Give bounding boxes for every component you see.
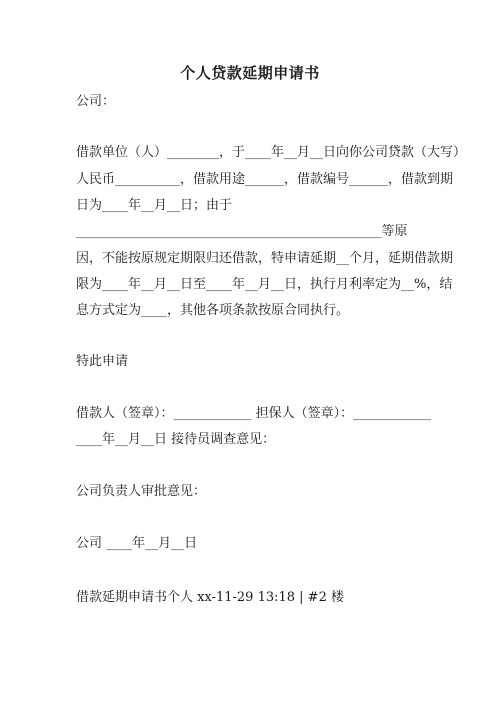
signature-line: 借款人（签章）：____________ 担保人（签章）：____________ bbox=[76, 406, 432, 421]
date-line: ____年__月__日 接待员调查意见： bbox=[76, 432, 276, 447]
salutation: 公司： bbox=[76, 94, 116, 109]
body-line-1: 借款单位（人）________，于____年__月__日向你公司贷款（大写） bbox=[76, 145, 467, 160]
body-line-5: 因，不能按原规定期限归还借款，特申请延期__个月，延期借款期 bbox=[76, 251, 454, 266]
closing-text: 特此申请 bbox=[76, 354, 129, 369]
body-line-4: _______________________________________________等原 bbox=[76, 224, 408, 239]
footer-line: 借款延期申请书个人 xx-11-29 13:18 | #2 楼 bbox=[76, 590, 344, 605]
company-date-line: 公司 ____年__月__日 bbox=[76, 536, 198, 551]
document-title: 个人贷款延期申请书 bbox=[180, 64, 320, 82]
approval-line: 公司负责人审批意见： bbox=[76, 484, 207, 499]
body-line-2: 人民币__________，借款用途______，借款编号______，借款到期 bbox=[76, 172, 454, 187]
body-line-7: 息方式定为____，其他各项条款按原合同执行。 bbox=[76, 303, 350, 318]
body-line-3: 日为____年__月__日；由于 bbox=[76, 198, 233, 213]
body-line-6: 限为____年__月__日至____年__月__日，执行月利率定为__%，结 bbox=[76, 277, 453, 292]
